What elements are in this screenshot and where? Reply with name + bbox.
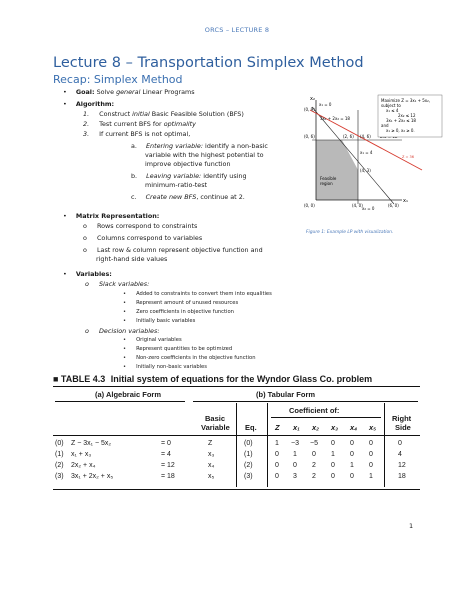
col-basic-header: Variable [201,423,230,432]
decision-item-text: Original variables [136,337,182,343]
table-number: ■ TABLE 4.3 [53,374,106,384]
vertex-label: (0, 6) [304,134,315,139]
algorithm-step [83,120,196,129]
substep-text: , continue at 2. [196,193,245,201]
eq-number-cell: (0) [244,440,253,447]
header-rule [55,401,185,402]
algorithm-step [83,110,244,119]
coefficient-cell: 0 [275,462,279,469]
step-number: 2. [83,120,90,128]
coefficient-cell: 0 [293,462,297,469]
x2-axis-label: x₂ [310,96,315,102]
decision-item-text: Non-zero coefficients in the objective function [136,355,256,361]
decision-item [123,336,182,345]
list-marker: o [83,246,87,254]
col-rhs-header: Right [392,414,412,423]
vertex-label: (6, 0) [388,203,399,208]
algebraic-rhs: = 0 [161,440,171,447]
rhs-cell: 18 [398,473,406,480]
goal-emphasis: general [116,88,141,96]
coefficient-header: Coefficient of: [289,406,340,415]
bullet-glyph: • [123,337,127,343]
decision-item-text: Represent quantities to be optimized [136,346,233,352]
coefficient-cell: 0 [312,451,316,458]
algebraic-rhs: = 12 [161,462,175,469]
matrix-item-text: Rows correspond to constraints [96,222,198,230]
section-subtitle: Recap: Simplex Method [53,73,183,86]
slack-item [123,299,238,308]
decision-heading [85,327,159,336]
vertex-label: (4, 6) [360,134,371,139]
coefficient-cell: 0 [350,451,354,458]
model-line: subject to [381,103,401,108]
step-text: Construct [99,110,133,118]
rhs-cell: 0 [398,440,402,447]
matrix-item [83,234,202,243]
model-line: Maximize Z = 3x₁ + 5x₂, [381,98,431,103]
slack-item-text: Added to constraints to convert them into equalities [136,291,272,297]
eq-number-cell: (3) [244,473,253,480]
vertex-label: (0, 0) [304,203,315,208]
list-marker: o [83,222,87,230]
model-line: x₁ ≥ 0, x₂ ≥ 0. [386,128,415,133]
eq-number-cell: (1) [244,451,253,458]
coefficient-cell: 1 [275,440,279,447]
variable-column-header: x₁ [293,423,300,432]
list-marker: o [85,327,89,335]
region-label: Feasible [320,176,337,181]
decision-item [123,363,207,372]
running-header: ORCS – LECTURE 8 [204,26,270,34]
variable-column-header: x₅ [369,423,377,432]
coefficient-cell: 0 [369,440,373,447]
matrix-item [83,246,263,255]
coefficient-cell: 0 [369,462,373,469]
slack-item [123,317,195,326]
vertex-label: (4, 0) [352,203,363,208]
label-x1-zero: x₁ = 0 [319,102,332,107]
rhs-column-rule [384,403,385,487]
objective-label: Z = 36 [402,155,415,159]
bullet-glyph: • [123,318,127,324]
algebraic-eq-number: (0) [55,440,64,447]
label-x2-zero: x₂ = 0 [362,206,375,211]
rhs-cell: 12 [398,462,406,469]
basic-variable-cell: Z [208,440,213,447]
algorithm-substep [131,193,245,202]
eq-number-cell: (2) [244,462,253,469]
bullet-glyph: • [123,309,127,315]
algebraic-form-header: (a) Algebraic Form [95,390,161,399]
goal-text: Solve [94,88,117,96]
algebraic-equation: 2x₂ + x₄ [71,462,96,469]
coefficient-cell: 0 [369,451,373,458]
tabular-form-header: (b) Tabular Form [256,390,316,399]
step-number: 3. [83,130,90,138]
variables-label: Variables: [75,270,112,278]
step-emphasis: optimality [163,120,196,128]
bullet-glyph: • [63,88,67,96]
simplex-table [53,386,420,490]
coefficient-cell: 0 [331,473,335,480]
algebraic-eq-number: (3) [55,473,64,480]
decision-label: Decision variables: [98,327,160,335]
decision-item [123,345,232,354]
algebraic-equation: Z − 3x₁ − 5x₂ [71,440,112,447]
model-line: 3x₁ + 2x₂ ≤ 18 [386,118,416,123]
variable-column-header: x₃ [331,423,339,432]
algorithm-heading [63,100,114,109]
substep-emphasis: Leaving variable: [146,172,202,180]
model-line: and [381,123,389,128]
bullet-glyph: • [123,300,127,306]
algorithm-substep [131,172,247,181]
slack-item-text: Zero coefficients in objective function [136,309,234,315]
algebraic-eq-number: (1) [55,451,64,458]
step-number: 1. [83,110,90,118]
vertex-label: (2, 6) [343,134,354,139]
algebraic-eq-number: (2) [55,462,64,469]
algorithm-substep [131,142,268,151]
coefficient-cell: 0 [350,440,354,447]
coefficient-cell: 0 [350,473,354,480]
coefficient-cell: 2 [312,462,316,469]
slack-item [123,290,272,299]
slack-item-text: Initially basic variables [136,318,196,324]
coefficient-rule [271,417,381,418]
bullet-glyph: • [63,270,67,278]
substep-emphasis: Create new BFS [145,193,197,201]
slack-label: Slack variables: [98,280,150,288]
slack-item [123,308,234,317]
algorithm-label: Algorithm: [75,100,115,108]
step-text-end: Basic Feasible Solution (BFS) [149,110,244,118]
algebraic-equation: 3x₁ + 2x₂ + x₅ [71,473,114,480]
basic-variable-cell: x₄ [208,462,215,469]
x1-axis-label: x₁ [403,198,408,204]
matrix-label: Matrix Representation: [75,212,160,220]
col-eq-header: Eq. [245,423,257,432]
figure-caption: Figure 1: Example LP with visualization. [306,230,394,235]
header-rule [193,401,418,402]
decision-item-text: Initially non-basic variables [136,364,207,370]
table-title [53,374,372,384]
variable-column-header: Z [275,423,280,432]
model-line: x₁ ≤ 4 [386,108,399,113]
table-caption: Initial system of equations for the Wyndor Glass Co. problem [110,374,373,384]
bullet-glyph: • [123,355,127,361]
goal-text-end: Linear Programs [140,88,195,96]
feasible-region [316,140,358,200]
matrix-item [83,222,197,231]
col-rhs-header: Side [395,423,411,432]
algebraic-rhs: = 18 [161,473,175,480]
substep-letter: c. [131,193,137,201]
bullet-glyph: • [123,364,127,370]
substep-letter: b. [131,172,138,180]
coefficient-cell: 0 [331,440,335,447]
decision-item [123,354,256,363]
lp-graph-figure [302,92,444,219]
model-line: 2x₂ ≤ 12 [398,113,416,118]
coefficient-cell: −3 [291,440,299,447]
substep-text: identify using [201,172,247,180]
goal-item [63,88,195,97]
algorithm-step [83,130,190,139]
substep-text: minimum-ratio-test [145,181,208,189]
list-marker: o [85,280,89,288]
eq-column-rule [267,403,268,487]
label-constraint-3: 3x₁ + 2x₂ = 18 [320,116,350,121]
slack-item-text: Represent amount of unused resources [136,300,239,306]
substep-emphasis: Entering variable: [146,142,204,150]
list-marker: o [83,234,87,242]
matrix-item-text: Columns correspond to variables [96,234,203,242]
matrix-item-text: Last row & column represent objective function and [96,246,263,254]
coefficient-cell: 3 [293,473,297,480]
bullet-glyph: • [63,100,67,108]
algebraic-rhs: = 4 [161,451,171,458]
slack-heading [85,280,149,289]
label-constraint-1: x₁ = 4 [360,150,373,155]
col-basic-header: Basic [205,414,226,423]
vertex-label: (0, 9) [304,107,315,112]
bullet-glyph: • [123,346,127,352]
goal-label: Goal: [75,88,95,96]
variables-heading [63,270,112,279]
step-emphasis: initial [132,110,150,118]
matrix-heading [63,212,159,221]
step-text: If current BFS is not optimal, [99,130,191,138]
coefficient-cell: −5 [310,440,318,447]
coefficient-cell: 1 [293,451,297,458]
region-label: region [320,181,333,186]
coefficient-cell: 0 [275,473,279,480]
variable-column-header: x₄ [350,423,358,432]
page-number: 1 [409,522,414,530]
rhs-cell: 4 [398,451,402,458]
coefficient-cell: 1 [369,473,373,480]
vertex-label: (4, 3) [360,168,371,173]
substep-text: variable with the highest potential to [145,151,264,159]
variable-column-header: x₂ [312,423,320,432]
bullet-glyph: • [63,212,67,220]
coefficient-cell: 2 [312,473,316,480]
coefficient-cell: 0 [275,451,279,458]
bullet-glyph: • [123,291,127,297]
basic-variable-cell: x₅ [208,473,215,480]
matrix-item-text: right-hand side values [96,255,168,263]
coefficient-cell: 0 [331,462,335,469]
coefficient-cell: 1 [350,462,354,469]
step-text: Test current BFS for [99,120,164,128]
substep-letter: a. [131,142,137,150]
algebraic-equation: x₁ + x₃ [71,451,92,458]
page-title: Lecture 8 – Transportation Simplex Method [53,55,364,71]
basic-variable-cell: x₃ [208,451,215,458]
substep-text: improve objective function [145,160,231,168]
coefficient-cell: 1 [331,451,335,458]
substep-text: identify a non-basic [203,142,268,150]
eq-column-rule [236,403,237,487]
